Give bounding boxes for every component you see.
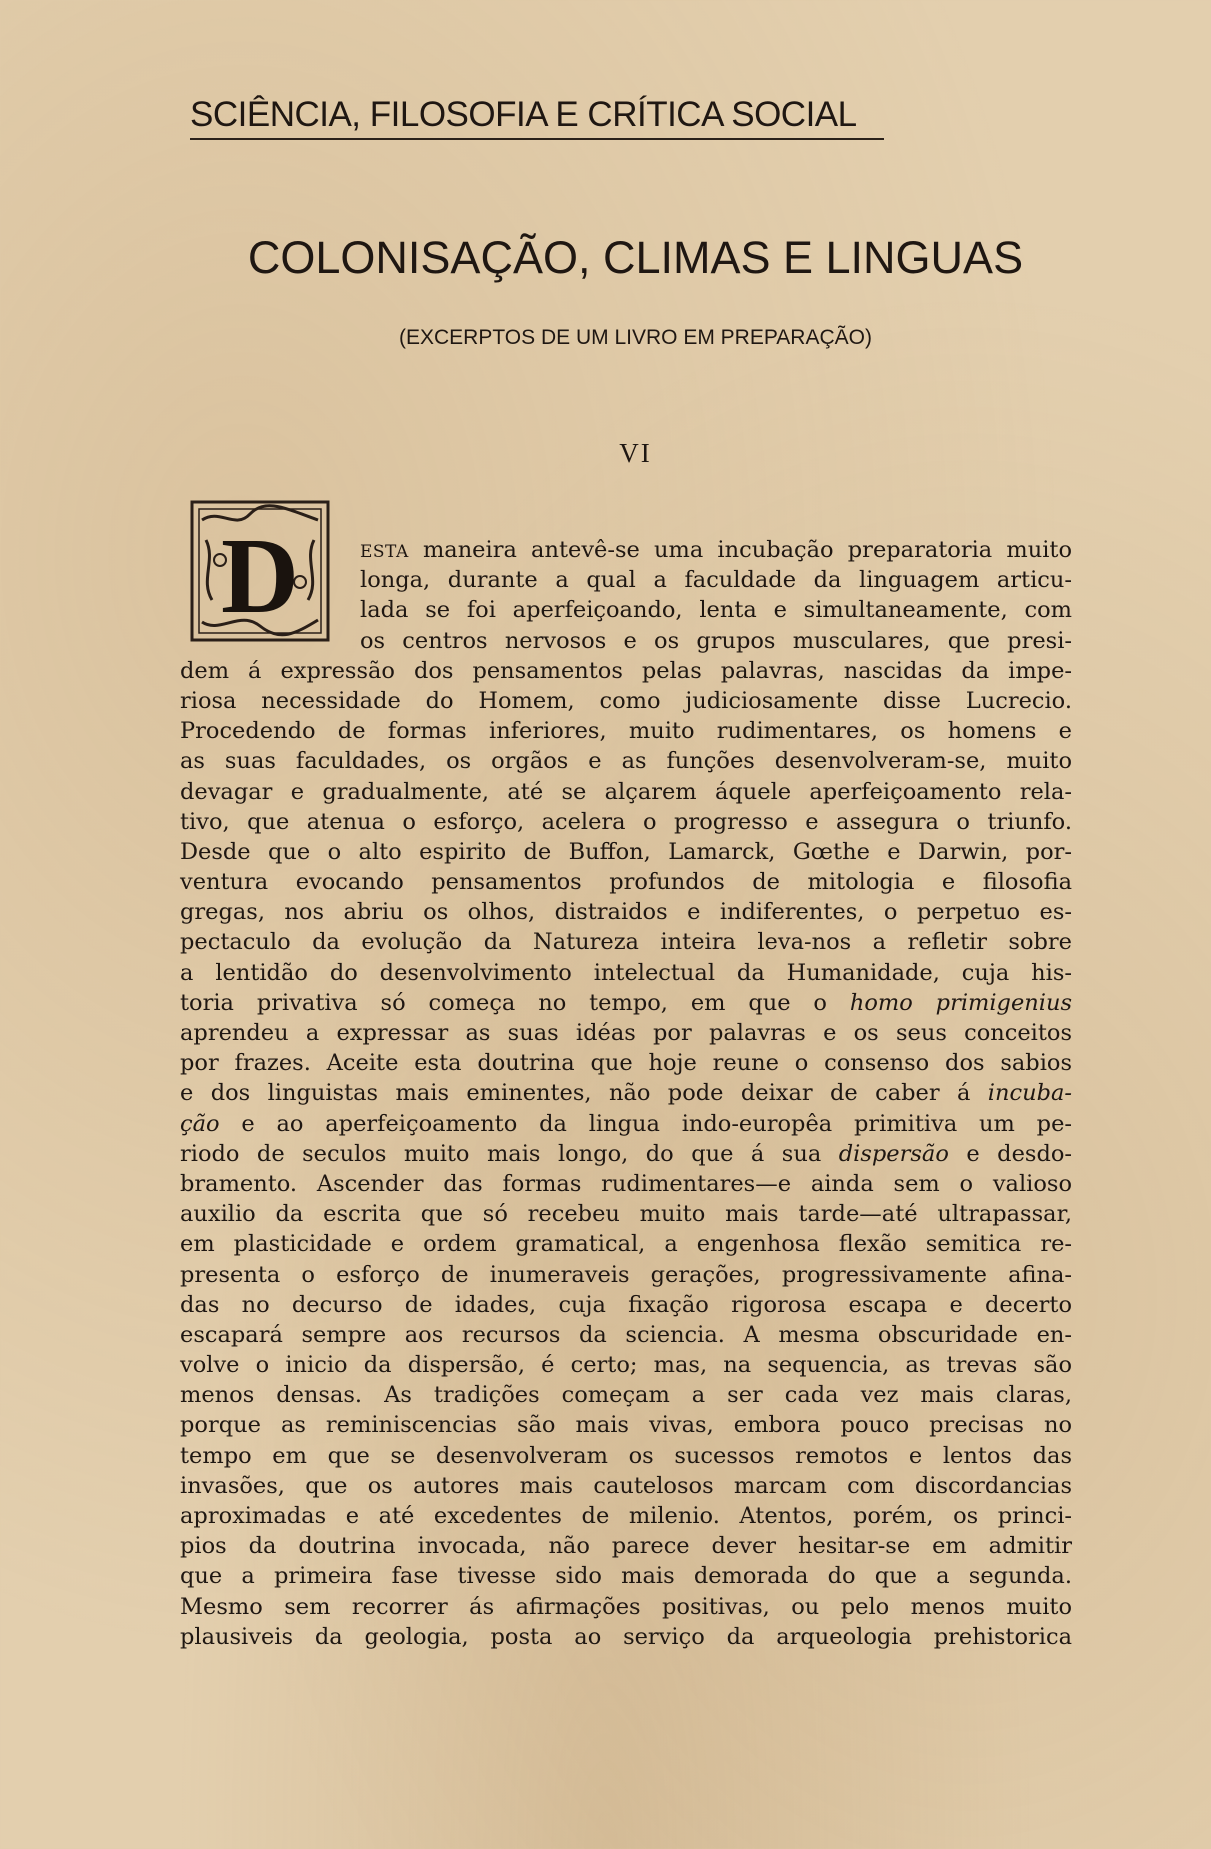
text-line: ção e ao aperfeiçoamento da lingua indo-europêa primitiva um pe- — [180, 1110, 1072, 1137]
article-title: COLONISAÇÃO, CLIMAS E LINGUAS — [247, 232, 1024, 283]
text-line: riodo de seculos muito mais longo, do que á sua dispersão e desdo- — [180, 1140, 1072, 1167]
text-line: pectaculo da evolução da Natureza inteira leva-nos a refletir sobre — [180, 929, 1072, 956]
running-head: SCIÊNCIA, FILOSOFIA E CRÍTICA SOCIAL — [190, 94, 884, 140]
text-line: tivo, que atenua o esforço, acelera o progresso e assegura o triunfo. — [180, 808, 1072, 835]
text-line: aprendeu a expressar as suas idéas por palavras e os seus conceitos — [180, 1020, 1072, 1046]
text-line: e dos linguistas mais eminentes, não pode deixar de caber á incuba- — [180, 1080, 1072, 1107]
text-line: ESTA maneira antevê-se uma incubação preparatoria muito — [360, 537, 1072, 563]
section-number: VI — [619, 438, 652, 468]
text-line: lada se foi aperfeiçoando, lenta e simultaneamente, com — [360, 597, 1072, 624]
text-line: por frazes. Aceite esta doutrina que hoje reune o consenso dos sabios — [180, 1050, 1072, 1077]
body-text — [180, 535, 1072, 1652]
text-line: a lentidão do desenvolvimento intelectual da Humanidade, cuja his- — [180, 959, 1072, 986]
text-line: porque as reminiscencias são mais vivas, embora pouco precisas no — [180, 1412, 1072, 1439]
text-line: devagar e gradualmente, até se alçarem áquele aperfeiçoamento rela- — [180, 778, 1072, 805]
text-line: pios da doutrina invocada, não parece dever hesitar-se em admitir — [180, 1533, 1072, 1560]
dropcap-letter: D — [221, 517, 299, 636]
text-line: gregas, nos abriu os olhos, distraidos e indiferentes, o perpetuo es- — [180, 899, 1072, 926]
text-line: em plasticidade e ordem gramatical, a engenhosa flexão semitica re- — [180, 1231, 1072, 1258]
text-line: longa, durante a qual a faculdade da linguagem articu- — [360, 567, 1072, 594]
text-line: dem á expressão dos pensamentos pelas palavras, nascidas da impe- — [180, 657, 1072, 684]
text-line: bramento. Ascender das formas rudimentares—e ainda sem o valioso — [180, 1170, 1072, 1197]
text-line: que a primeira fase tivesse sido mais demorada do que a segunda. — [180, 1563, 1072, 1590]
text-line: plausiveis da geologia, posta ao serviço da arqueologia prehistorica — [180, 1623, 1072, 1650]
text-line: tempo em que se desenvolveram os sucessos remotos e lentos das — [180, 1442, 1072, 1469]
text-line: escapará sempre aos recursos da sciencia. A mesma obscuridade en- — [180, 1321, 1072, 1348]
text-line: os centros nervosos e os grupos musculares, que presi- — [360, 627, 1072, 654]
text-line: menos densas. As tradições começam a ser cada vez mais claras, — [180, 1382, 1072, 1409]
text-line: as suas faculdades, os orgãos e as funções desenvolveram-se, muito — [180, 748, 1072, 775]
text-line: riosa necessidade do Homem, como judiciosamente disse Lucrecio. — [180, 687, 1072, 714]
text-line: volve o inicio da dispersão, é certo; mas, na sequencia, as trevas são — [180, 1352, 1072, 1379]
text-line: Mesmo sem recorrer ás afirmações positivas, ou pelo menos muito — [180, 1593, 1072, 1620]
text-line: Procedendo de formas inferiores, muito rudimentares, os homens e — [180, 718, 1072, 745]
text-line: aproximadas e até excedentes de milenio. Atentos, porém, os princi- — [180, 1503, 1072, 1529]
text-line: toria privativa só começa no tempo, em que o homo primigenius — [180, 989, 1073, 1016]
text-line: presenta o esforço de inumeraveis gerações, progressivamente afina- — [180, 1261, 1072, 1288]
text-line: Desde que o alto espirito de Buffon, Lamarck, Gœthe e Darwin, por- — [180, 838, 1072, 865]
text-line: das no decurso de idades, cuja fixação rigorosa escapa e decerto — [180, 1291, 1072, 1318]
text-line: invasões, que os autores mais cautelosos marcam com discordancias — [180, 1472, 1072, 1499]
text-line: ventura evocando pensamentos profundos de mitologia e filosofia — [180, 869, 1072, 896]
article-subtitle: (EXCERPTOS DE UM LIVRO EM PREPARAÇÃO) — [399, 326, 872, 349]
text-line: auxilio da escrita que só recebeu muito mais tarde—até ultrapassar, — [180, 1201, 1072, 1228]
